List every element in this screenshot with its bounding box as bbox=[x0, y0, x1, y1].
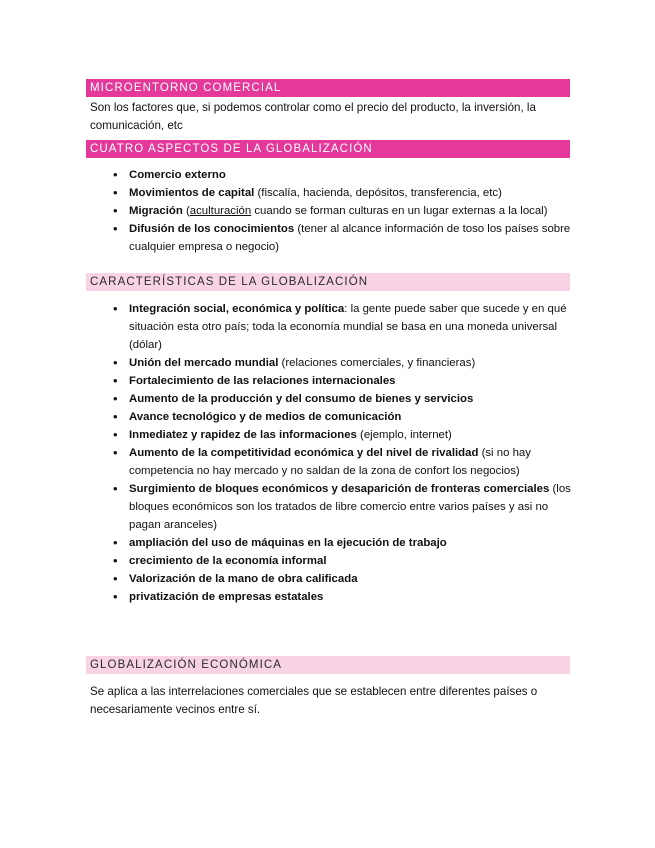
list-item bbox=[113, 202, 571, 220]
item-title: Movimientos de capital bbox=[129, 187, 255, 199]
list-item bbox=[113, 184, 571, 202]
item-underlined-term: aculturación bbox=[189, 205, 252, 217]
list-item bbox=[113, 390, 571, 408]
item-title: Integración social, económica y política bbox=[129, 303, 345, 315]
list-item bbox=[113, 480, 571, 534]
item-detail: cuando se forman culturas en un lugar externas a la local) bbox=[251, 205, 548, 217]
heading-cuatro-aspectos: CUATRO ASPECTOS DE LA GLOBALIZACIÓN bbox=[86, 140, 570, 158]
item-detail: (relaciones comerciales, y financieras) bbox=[278, 357, 476, 369]
list-item bbox=[113, 534, 571, 552]
list-caracteristicas bbox=[113, 300, 571, 606]
item-title: Difusión de los conocimientos bbox=[129, 223, 295, 235]
item-detail: : la gente puede saber que sucede y en qué situación esta otro país; toda la economía mundial se basa en una moneda universal (dólar) bbox=[129, 303, 567, 351]
heading-globalizacion-economica: GLOBALIZACIÓN ECONÓMICA bbox=[86, 656, 570, 674]
item-title: Aumento de la competitividad económica y del nivel de rivalidad bbox=[129, 447, 479, 459]
list-item bbox=[113, 426, 571, 444]
item-title: Unión del mercado mundial bbox=[129, 357, 279, 369]
heading-microentorno-comercial: MICROENTORNO COMERCIAL bbox=[86, 79, 570, 97]
list-item bbox=[113, 166, 571, 184]
paragraph-globalizacion-economica: Se aplica a las interrelaciones comerciales que se establecen entre diferentes países o necesariamente vecinos entre sí. bbox=[90, 685, 538, 716]
item-title: Valorización de la mano de obra calificada bbox=[129, 573, 358, 585]
list-item bbox=[113, 408, 571, 426]
list-cuatro-aspectos bbox=[113, 166, 571, 256]
item-detail-prefix: ( bbox=[182, 205, 190, 217]
item-title: Aumento de la producción y del consumo de bienes y servicios bbox=[129, 393, 474, 405]
list-item bbox=[113, 570, 571, 588]
item-title: Migración bbox=[129, 205, 183, 217]
list-item bbox=[113, 372, 571, 390]
item-title: privatización de empresas estatales bbox=[129, 591, 324, 603]
paragraph-microentorno: Son los factores que, si podemos controlar como el precio del producto, la inversión, la comunicación, etc bbox=[90, 101, 536, 132]
item-title: crecimiento de la economía informal bbox=[129, 555, 327, 567]
list-item bbox=[113, 220, 571, 256]
list-item bbox=[113, 588, 571, 606]
item-detail: (si no hay competencia no hay mercado y no saldan de la zona de confort los negocios) bbox=[129, 447, 531, 477]
list-item bbox=[113, 444, 571, 480]
heading-caracteristicas: CARACTERÍSTICAS DE LA GLOBALIZACIÓN bbox=[86, 273, 570, 291]
list-item bbox=[113, 300, 571, 354]
item-title: Surgimiento de bloques económicos y desaparición de fronteras comerciales bbox=[129, 483, 550, 495]
item-title: Avance tecnológico y de medios de comunicación bbox=[129, 411, 402, 423]
item-detail: (ejemplo, internet) bbox=[356, 429, 452, 441]
list-item bbox=[113, 354, 571, 372]
item-detail: (fiscalía, hacienda, depósitos, transferencia, etc) bbox=[254, 187, 502, 199]
list-item bbox=[113, 552, 571, 570]
item-detail: (los bloques económicos son los tratados de libre comercio entre varios países y asi no pagan aranceles) bbox=[129, 483, 571, 531]
item-title: ampliación del uso de máquinas en la ejecución de trabajo bbox=[129, 537, 447, 549]
item-title: Comercio externo bbox=[129, 169, 226, 181]
item-title: Fortalecimiento de las relaciones internacionales bbox=[129, 375, 396, 387]
item-detail: (tener al alcance información de toso los países sobre cualquier empresa o negocio) bbox=[129, 223, 571, 253]
item-title: Inmediatez y rapidez de las informaciones bbox=[129, 429, 357, 441]
